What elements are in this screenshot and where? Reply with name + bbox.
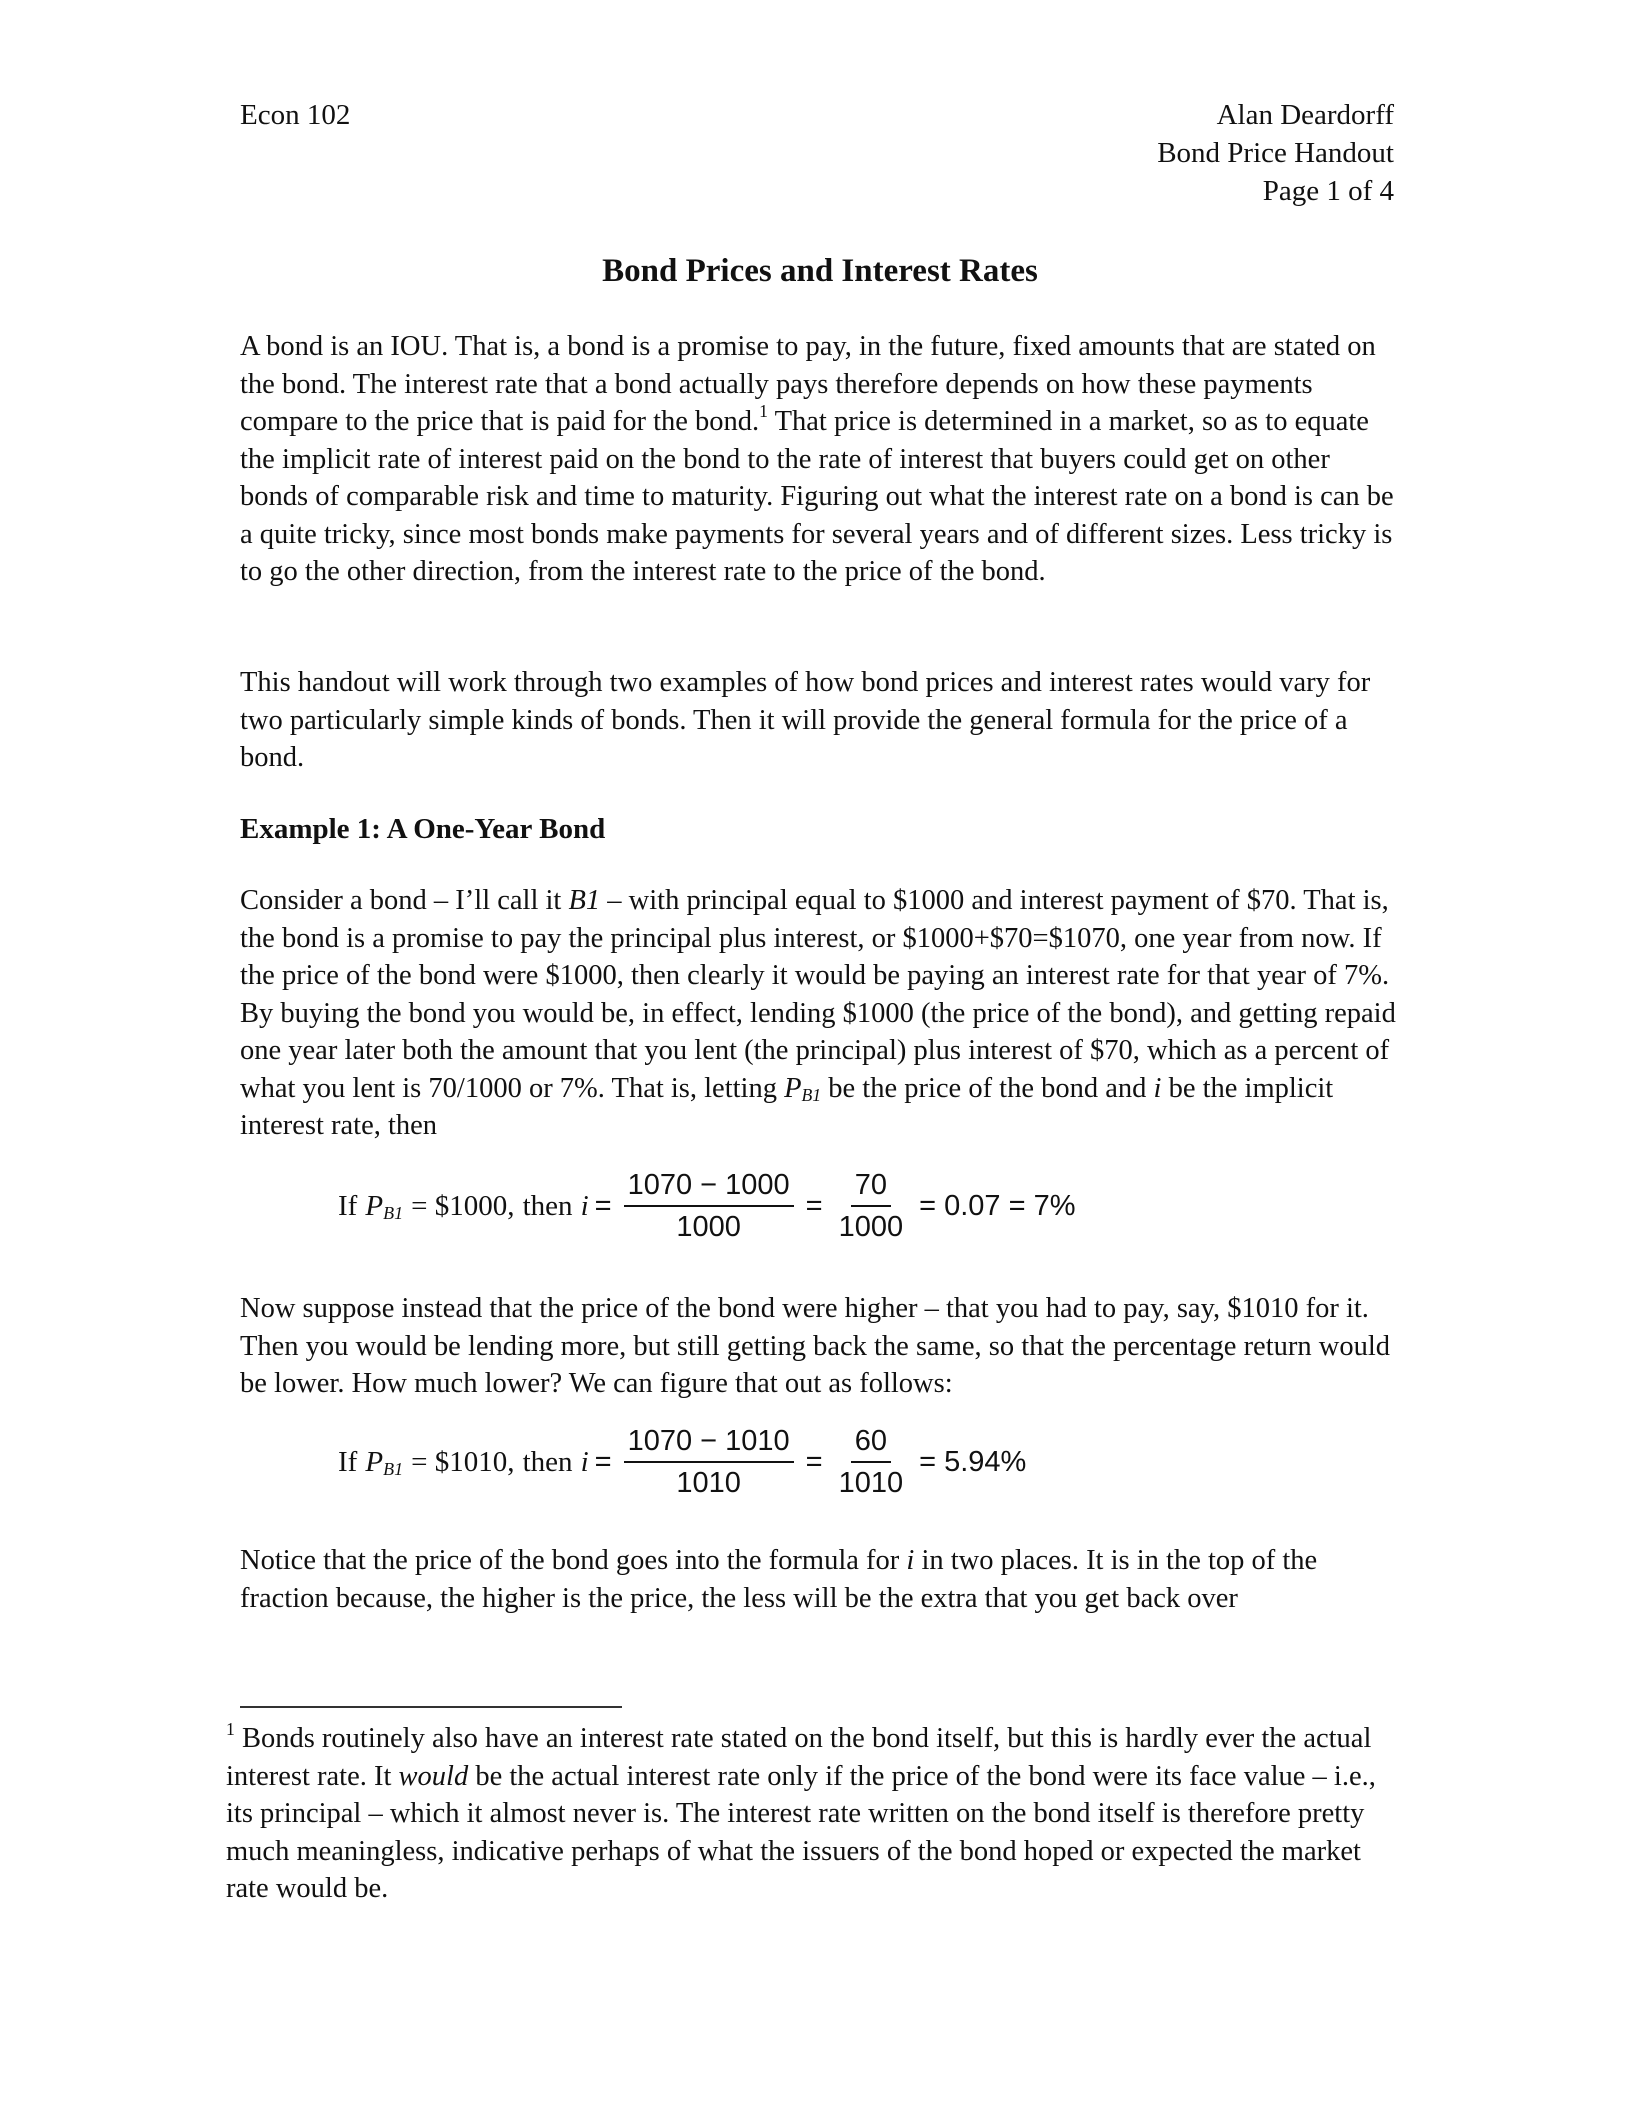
notice-text-1: Notice that the price of the bond goes into the formula for	[240, 1545, 907, 1576]
higher-price-paragraph: Now suppose instead that the price of the bond were higher – that you had to pay, say, $1010 for it. Then you would be lending more, but still getting back the same, so that the percentage return would be lower. How much lower? We can figure that out as follows:	[240, 1293, 1390, 1399]
footnote-number: 1	[226, 1719, 235, 1739]
eq-price-symbol: P	[365, 1189, 384, 1222]
header-meta	[1157, 96, 1394, 210]
page-title: Bond Prices and Interest Rates	[602, 253, 1038, 289]
eq-if: If	[338, 1189, 358, 1222]
notice-paragraph	[240, 1542, 1400, 1617]
footnote-text-2: be the actual interest rate only if the price of the bond were its face value – i.e., its principal – which it almost never is. The interest rate written on the bond itself is therefore pretty much meaningless, indicative perhaps of what the issuers of the bond hoped or expected the market rate would be.	[226, 1760, 1376, 1904]
eq-if: If	[338, 1445, 358, 1478]
fraction-denominator: 1000	[676, 1211, 741, 1243]
price-subscript: B1	[801, 1084, 822, 1105]
eq-rate-symbol: i	[580, 1445, 589, 1478]
fraction-2	[835, 1424, 908, 1500]
eq-equals: =	[594, 1445, 612, 1478]
page-number: Page 1 of 4	[1262, 175, 1394, 207]
intro-text-2: That price is determined in a market, so as to equate the implicit rate of interest paid on the bond to the rate of interest that buyers could get on other bonds of comparable risk and time to maturity. Figuring out what the interest rate on a bond is can be a quite tricky, since most bonds make payments for several years and of different sizes. Less tricky is to go the other direction, from the interest rate to the price of the bond.	[240, 406, 1394, 587]
eq-price-subscript: B1	[383, 1202, 404, 1223]
eq-equals: =	[805, 1189, 823, 1222]
fraction-denominator: 1010	[838, 1467, 904, 1499]
price-symbol: P	[784, 1072, 802, 1104]
handout-name: Bond Price Handout	[1157, 137, 1394, 169]
example-1-text-1: Consider a bond – I’ll call it	[240, 885, 569, 916]
eq-equals: =	[594, 1189, 612, 1222]
eq-then: then	[522, 1445, 573, 1478]
fraction-numerator: 60	[851, 1424, 891, 1463]
fraction-1	[624, 1168, 794, 1244]
rate-symbol: i	[906, 1545, 915, 1576]
rate-symbol: i	[1153, 1072, 1162, 1104]
eq-then: then	[522, 1189, 573, 1222]
eq-result: = 5.94%	[919, 1445, 1027, 1478]
course-label: Econ 102	[240, 99, 351, 131]
eq-price-subscript: B1	[383, 1458, 404, 1479]
footnote-divider	[240, 1706, 622, 1708]
footnote-1	[226, 1720, 1406, 1908]
notice-text-2: in two places. It is in the top of the fraction because, the higher is the price, the less will be the extra that you get back over	[240, 1545, 1318, 1614]
example-1-text-3: be the price of the bond and	[821, 1072, 1154, 1104]
eq-price-symbol: P	[365, 1445, 384, 1478]
intro-text-1: A bond is an IOU. That is, a bond is a promise to pay, in the future, fixed amounts that are stated on the bond. The interest rate that a bond actually pays therefore depends on how these payments compare to the price that is paid for the bond.	[240, 331, 1376, 437]
eq-equals: =	[805, 1445, 823, 1478]
equation-price-1010	[338, 1424, 1032, 1500]
example-1-text-4: be the implicit interest rate, then	[240, 1072, 1334, 1141]
fraction-2	[835, 1168, 908, 1244]
example-1-paragraph	[240, 882, 1400, 1145]
footnote-reference[interactable]: 1	[759, 401, 768, 421]
eq-rate-symbol: i	[580, 1189, 589, 1222]
overview-paragraph: This handout will work through two examples of how bond prices and interest rates would vary for two particularly simple kinds of bonds. Then it will provide the general formula for the price of a bond.	[240, 667, 1371, 773]
equation-price-1000	[338, 1168, 1082, 1244]
eq-price-value: = $1010,	[411, 1445, 515, 1478]
bond-symbol: B1	[568, 885, 601, 916]
fraction-numerator: 70	[851, 1168, 891, 1207]
eq-result: = 0.07 = 7%	[919, 1189, 1076, 1222]
example-1-heading: Example 1: A One-Year Bond	[240, 813, 606, 845]
eq-price-value: = $1000,	[411, 1189, 515, 1222]
fraction-denominator: 1000	[838, 1211, 904, 1243]
footnote-text-1: Bonds routinely also have an interest rate stated on the bond itself, but this is hardly ever the actual interest rate. It	[226, 1723, 1372, 1792]
fraction-numerator: 1070 − 1000	[624, 1168, 794, 1207]
fraction-numerator: 1070 − 1010	[624, 1424, 794, 1463]
fraction-denominator: 1010	[676, 1467, 741, 1499]
intro-paragraph	[240, 328, 1400, 591]
fraction-1	[624, 1424, 794, 1500]
author-name: Alan Deardorff	[1216, 99, 1394, 131]
example-1-text-2: – with principal equal to $1000 and interest payment of $70. That is, the bond is a promise to pay the principal plus interest, or $1000+$70=$1070, one year from now. If the price of the bond were $1000, then clearly it would be paying an interest rate for that year of 7%. By buying the bond you would be, in effect, lending $1000 (the price of the bond), and getting repaid one year later both the amount that you lent (the principal) plus interest of $70, which as a percent of what you lent is 70/1000 or 7%. That is, letting	[240, 885, 1396, 1104]
footnote-emphasis: would	[398, 1760, 469, 1792]
